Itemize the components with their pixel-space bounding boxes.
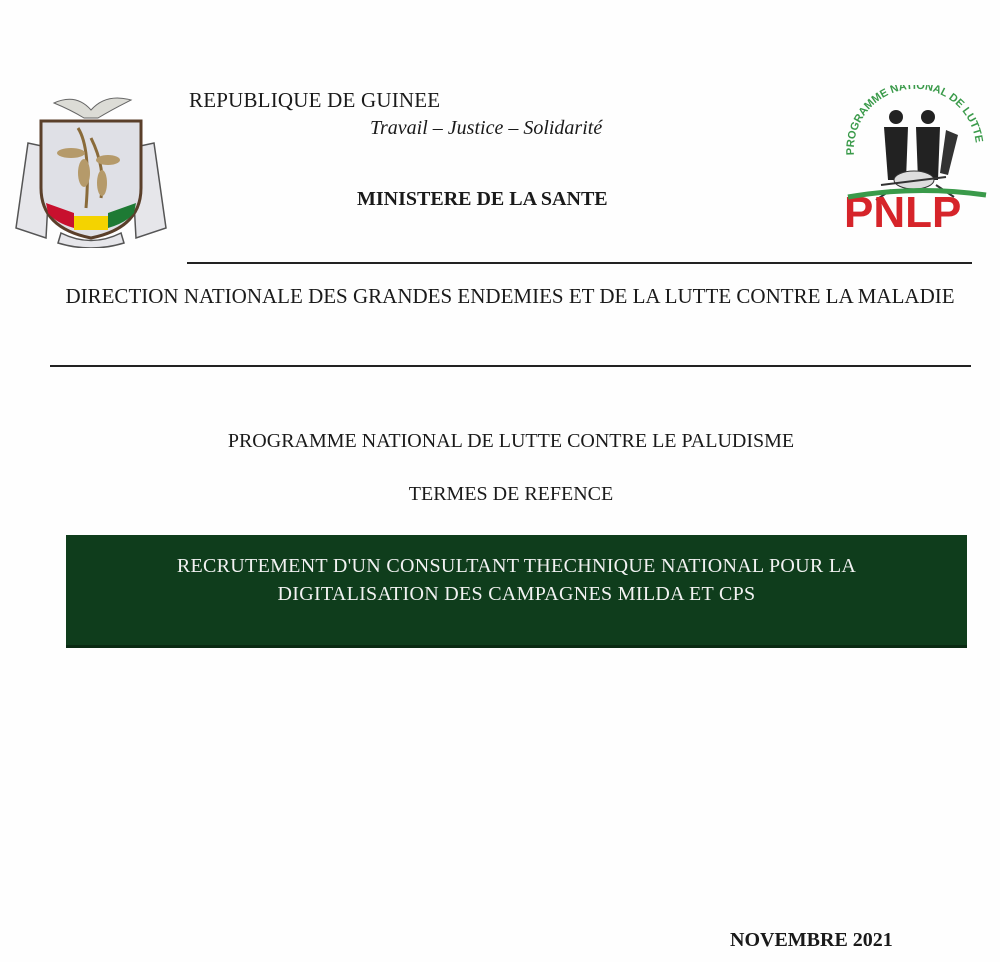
programme-name: PROGRAMME NATIONAL DE LUTTE CONTRE LE PALUDISME — [227, 430, 795, 452]
divider — [187, 262, 972, 264]
document-type: TERMES DE REFENCE — [408, 483, 614, 505]
direction-name: DIRECTION NATIONALE DES GRANDES ENDEMIES ET DE LA LUTTE CONTRE LA MALADIE — [65, 284, 955, 308]
svg-text:PROGRAMME NATIONAL DE LUTTE: PROGRAMME NATIONAL DE LUTTE — [844, 85, 985, 156]
title-line-2: DIGITALISATION DES CAMPAGNES MILDA ET CPS — [277, 583, 756, 605]
country-name: REPUBLIQUE DE GUINEE — [189, 88, 441, 112]
national-motto: Travail – Justice – Solidarité — [370, 117, 603, 139]
title-line-1: RECRUTEMENT D'UN CONSULTANT THECHNIQUE NATIONAL POUR LA — [176, 555, 857, 577]
divider — [50, 365, 971, 367]
document-date: NOVEMBRE 2021 — [730, 929, 893, 951]
svg-text:PNLP: PNLP — [844, 188, 962, 235]
title-banner — [66, 535, 967, 648]
ministry-name: MINISTERE DE LA SANTE — [357, 188, 608, 210]
pnlp-logo-icon — [836, 85, 996, 235]
guinea-coat-of-arms-icon — [6, 88, 176, 248]
